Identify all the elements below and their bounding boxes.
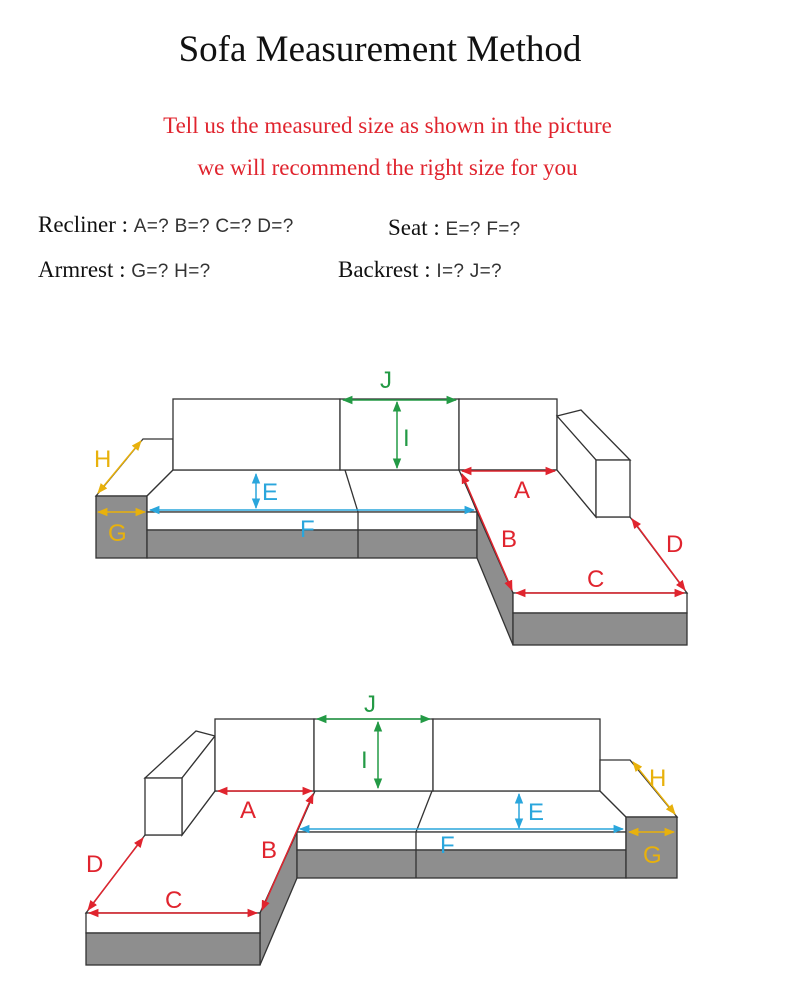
armrest-values: G=? H=? (131, 261, 211, 282)
label-B-top: B (501, 526, 518, 553)
label-I-top: I (403, 425, 410, 452)
right-armrest-front (596, 460, 630, 517)
chaise-base (513, 613, 687, 645)
left-armrest-front-2 (145, 778, 182, 835)
label-H-bottom: H (649, 765, 667, 792)
back-cushion-1 (173, 399, 340, 470)
label-H-top: H (94, 446, 112, 473)
backrest-spec: Backrest : I=? J=? (338, 257, 502, 282)
label-D-bottom: D (86, 851, 104, 878)
back-cushion-3 (459, 399, 557, 470)
seat-front-band-2 (297, 832, 626, 850)
label-A-top: A (514, 477, 531, 504)
back-cushion-2b (314, 719, 433, 791)
label-I-bottom: I (361, 747, 368, 774)
label-F-bottom: F (440, 832, 455, 859)
label-E-top: E (262, 479, 279, 506)
subtitle-line-1: Tell us the measured size as shown in the picture (163, 113, 612, 138)
seat-label: Seat (388, 215, 428, 240)
backrest-values: I=? J=? (436, 261, 502, 282)
recliner-spec: Recliner : A=? B=? C=? D=? (38, 212, 294, 237)
sofa-diagram-bottom (86, 719, 677, 965)
chaise-front-band (513, 593, 687, 613)
armrest-label: Armrest (38, 257, 114, 282)
page-title: Sofa Measurement Method (178, 29, 582, 70)
chaise-base-2 (86, 933, 260, 965)
label-J-top: J (380, 367, 392, 394)
label-C-bottom: C (165, 887, 183, 914)
label-J-bottom: J (364, 691, 376, 718)
label-A-bottom: A (240, 797, 257, 824)
back-cushion-2a (215, 719, 314, 791)
seat-top (147, 470, 477, 512)
label-C-top: C (587, 566, 605, 593)
back-cushion-2 (340, 399, 459, 470)
chaise-front-band-2 (86, 913, 260, 933)
seat-values: E=? F=? (445, 219, 521, 240)
label-B-bottom: B (261, 837, 278, 864)
seat-spec: Seat : E=? F=? (388, 215, 521, 240)
recliner-values: A=? B=? C=? D=? (133, 216, 294, 237)
label-F-top: F (300, 516, 315, 543)
label-D-top: D (666, 531, 684, 558)
recliner-label: Recliner (38, 212, 116, 237)
seat-base-2 (297, 850, 626, 878)
label-G-top: G (108, 520, 127, 547)
label-E-bottom: E (528, 799, 545, 826)
label-G-bottom: G (643, 842, 662, 869)
armrest-spec: Armrest : G=? H=? (38, 257, 211, 282)
sofa-diagram-top (96, 399, 687, 645)
subtitle-line-2: we will recommend the right size for you (197, 155, 578, 180)
back-cushion-2c (433, 719, 600, 791)
seat-top-2 (297, 791, 626, 832)
backrest-label: Backrest (338, 257, 419, 282)
